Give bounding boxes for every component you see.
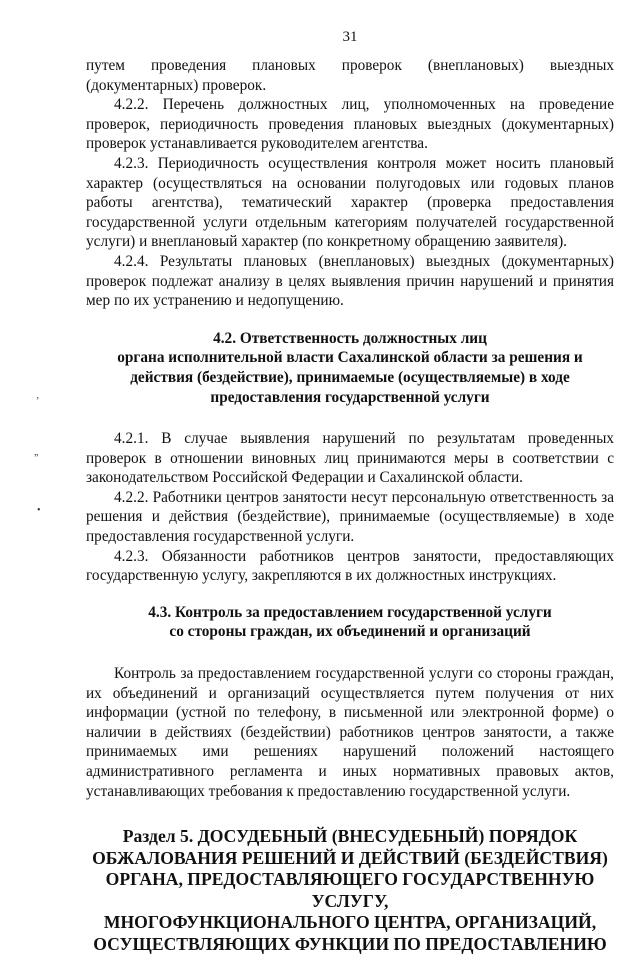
paragraph-continuation: путем проведения плановых проверок (внеплановых) выездных (документарных) проверок. (86, 57, 614, 94)
document-page (86, 28, 614, 955)
paragraph-4-2-2-officials-list: 4.2.2. Перечень должностных лиц, уполномоченных на проведение проверок, периодичность проведения плановых выездных (документарных) проверок устанавливается руководителем агентства. (86, 96, 614, 153)
paragraph-4-2-2-personal-responsibility: 4.2.2. Работники центров занятости несут персональную ответственность за решения и действия (бездействие), принимаемые (осуществляемые) в ходе предоставления государственной услуги. (86, 488, 614, 546)
paragraph-4-2-3-job-duties: 4.2.3. Обязанности работников центров занятости, предоставляющих государственную услугу, закрепляются в их должностных инструкциях. (86, 547, 614, 585)
heading-line: со стороны граждан, их объединений и организаций (169, 623, 531, 641)
paragraph-4-3-public-control: Контроль за предоставлением государственной услуги со стороны граждан, их объединений и организаций осуществляется путем получения от них информации (устной по телефону, в письменной или электронной форме) о наличии в действиях (бездействии) работников центров занятости, а также принимаемых ими решениях нарушений положений настоящего административного регламента и иных нормативных правовых актов, устанавливающих требования к предоставлению государственной услуги. (86, 665, 614, 800)
paragraph-4-2-1-violations-measures: 4.2.1. В случае выявления нарушений по результатам проведенных проверок в отношении виновных лиц принимаются меры в соответствии с законодательством Российской Федерации и Сахалинской области. (86, 430, 614, 487)
section-title-line: ОРГАНА, ПРЕДОСТАВЛЯЮЩЕГО ГОСУДАРСТВЕННУЮ УСЛУГУ, (105, 869, 595, 911)
heading-4-2-responsibility (86, 329, 614, 407)
heading-line: предоставления государственной услуги (210, 388, 490, 406)
paragraph-4-2-3-control-periodicity: 4.2.3. Периодичность осуществления контроля может носить плановый характер (осуществляться на основании полугодовых или годовых планов работы агентства), тематический характер (проверка предоставления государственной услуги отдельным категориям получателей государственной услуги) и внеплановый характер (по конкретному обращению заявителя). (86, 154, 614, 251)
section-5-title (86, 826, 614, 955)
heading-line: действия (бездействие), принимаемые (осуществляемые) в ходе (130, 368, 570, 386)
section-title-line: Раздел 5. ДОСУДЕБНЫЙ (ВНЕСУДЕБНЫЙ) ПОРЯДОК (122, 826, 578, 847)
heading-4-3-public-control (86, 603, 614, 642)
heading-line: 4.3. Контроль за предоставлением государственной услуги (148, 603, 552, 621)
section-title-line: ОСУЩЕСТВЛЯЮЩИХ ФУНКЦИИ ПО ПРЕДОСТАВЛЕНИЮ (93, 933, 607, 954)
scan-mark: ‚ (36, 390, 40, 401)
page-number: 31 (342, 29, 358, 45)
heading-line: 4.2. Ответственность должностных лиц (213, 329, 487, 347)
scan-mark: „ (34, 447, 39, 458)
section-title-line: ОБЖАЛОВАНИЯ РЕШЕНИЙ И ДЕЙСТВИЙ (БЕЗДЕЙСТВИЯ) (92, 847, 608, 868)
scan-mark: • (37, 505, 41, 516)
heading-line: органа исполнительной власти Сахалинской области за решения и (117, 349, 583, 367)
paragraph-4-2-4-inspection-results: 4.2.4. Результаты плановых (внеплановых) выездных (документарных) проверок подлежат анализу в целях выявления причин нарушений и принятия мер по их устранению и недопущению. (86, 252, 614, 310)
section-title-line: МНОГОФУНКЦИОНАЛЬНОГО ЦЕНТРА, ОРГАНИЗАЦИЙ, (103, 912, 597, 933)
